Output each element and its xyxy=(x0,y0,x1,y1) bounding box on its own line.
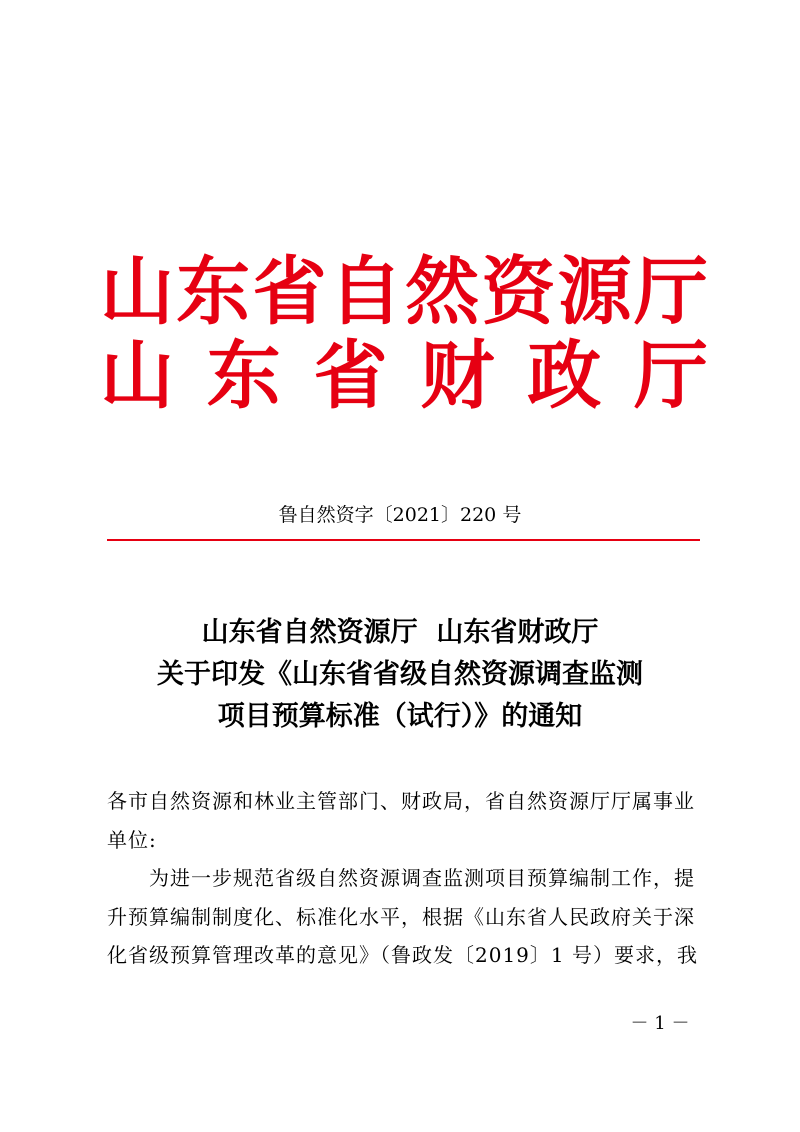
issuer-char: 资 xyxy=(481,249,556,335)
body-line: 单位: xyxy=(107,827,157,852)
issuer-char: 厅 xyxy=(633,333,708,419)
body-line: 为进一步规范省级自然资源调查监测项目预算编制工作，提 xyxy=(149,866,695,890)
issuer-char: 东 xyxy=(206,333,281,419)
issuer-char: 山 xyxy=(100,333,174,419)
issuer-char: 政 xyxy=(527,333,602,419)
issuer-char: 然 xyxy=(405,249,480,335)
issuer-char: 山 xyxy=(100,249,174,335)
body-line: 升预算编制制度化、标准化水平，根据《山东省人民政府关于深 xyxy=(107,904,695,929)
document-body xyxy=(107,782,700,975)
issuer-char: 省 xyxy=(252,249,327,335)
title-line: 关于印发《山东省省级自然资源调查监测 xyxy=(157,659,643,690)
issuer-name-line-2 xyxy=(100,333,708,419)
red-divider xyxy=(107,539,700,541)
title-line: 项目预算标准（试行）》的通知 xyxy=(217,701,583,732)
body-line: 各市自然资源和林业主管部门、财政局，省自然资源厅厅属事业 xyxy=(107,789,695,813)
issuer-name-line-1 xyxy=(100,249,708,335)
body-line: 化省级预算管理改革的意见》（鲁政发〔2019〕1 号）要求，我 xyxy=(107,943,698,967)
issuer-char: 源 xyxy=(557,249,632,335)
document-title xyxy=(0,612,800,738)
issuer-char: 省 xyxy=(313,333,388,419)
issuer-char: 自 xyxy=(328,249,403,335)
page-number: － 1 － xyxy=(630,1013,690,1034)
issuer-char: 厅 xyxy=(633,249,708,335)
issuer-char: 财 xyxy=(420,333,495,419)
document-number: 鲁自然资字〔2021〕220 号 xyxy=(278,504,522,526)
title-line: 山东省自然资源厅 山东省财政厅 xyxy=(201,617,599,648)
issuer-char: 东 xyxy=(176,249,251,335)
